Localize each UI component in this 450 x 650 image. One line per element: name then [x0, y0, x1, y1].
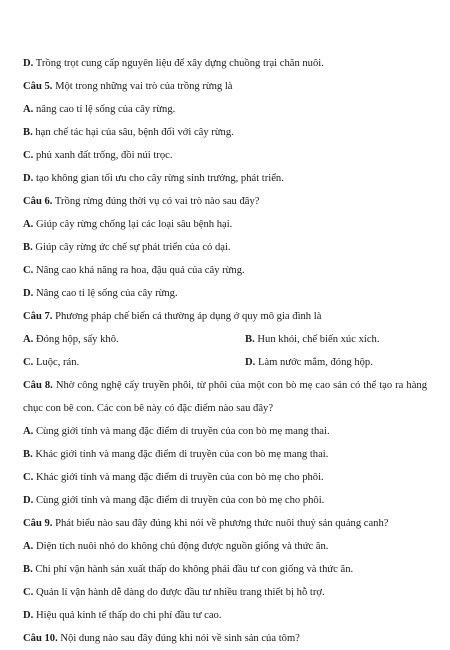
option-text: tạo không gian tối ưu cho cây rừng sinh trưởng, phát triển.	[35, 173, 284, 184]
option-letter: A.	[23, 426, 34, 437]
question-number: Câu 10.	[23, 633, 58, 644]
option-text: Trồng trọt cung cấp nguyên liệu để xây dựng chuồng trại chăn nuôi.	[35, 58, 324, 69]
q9-option-b	[23, 558, 427, 581]
option-letter: D.	[23, 58, 34, 69]
option-letter: C.	[23, 587, 34, 598]
option-text: Khác giới tính và mang đặc điểm di truyền của con bò mẹ mang thai.	[35, 449, 329, 460]
option-letter: B.	[23, 242, 33, 253]
option-letter: C.	[23, 265, 34, 276]
option-text: Giúp cây rừng ức chế sự phát triển của cỏ dại.	[35, 242, 231, 253]
option-text: Luộc, rán.	[35, 357, 80, 368]
q7-option-b	[245, 328, 427, 351]
q5-option-d	[23, 167, 427, 190]
option-letter: B.	[23, 449, 33, 460]
option-text: hạn chế tác hại của sâu, bệnh đối với cây rừng.	[35, 127, 234, 138]
question-text: Nhờ công nghệ cấy truyền phôi, từ phôi của một con bò mẹ cao sản có thể tạo ra hàng chục con bê con. Các con bê này có đặc điểm nào sau đây?	[23, 380, 427, 414]
option-letter: B.	[23, 127, 33, 138]
option-letter: C.	[23, 150, 34, 161]
option-text: phủ xanh đất trống, đồi núi trọc.	[35, 150, 173, 161]
question-text: Phương pháp chế biến cá thường áp dụng ở quy mô gia đình là	[55, 311, 322, 322]
q6-option-c	[23, 259, 427, 282]
question-6	[23, 190, 427, 213]
q6-option-d	[23, 282, 427, 305]
option-letter: D.	[23, 610, 34, 621]
q8-option-c	[23, 466, 427, 489]
option-letter: C.	[23, 472, 34, 483]
q9-option-c	[23, 581, 427, 604]
question-text: Một trong những vai trò của trồng rừng là	[55, 81, 233, 92]
q7-options-row-2	[23, 351, 427, 374]
option-text: Hiệu quả kinh tế thấp do chi phí đầu tư cao.	[35, 610, 222, 621]
question-5	[23, 75, 427, 98]
option-letter: C.	[23, 357, 34, 368]
option-letter: D.	[23, 288, 34, 299]
q8-option-b	[23, 443, 427, 466]
option-letter: B.	[23, 564, 33, 575]
option-text: Quản lí vận hành dễ dàng do được đầu tư nhiều trang thiết bị hỗ trợ.	[35, 587, 325, 598]
q8-option-d	[23, 489, 427, 512]
option-letter: A.	[23, 541, 34, 552]
option-text: Khác giới tính và mang đặc điểm di truyền của con bò mẹ cho phôi.	[35, 472, 324, 483]
question-text: Trồng rừng đúng thời vụ có vai trò nào sau đây?	[54, 196, 260, 207]
option-text: Đóng hộp, sấy khô.	[35, 334, 119, 345]
question-number: Câu 5.	[23, 81, 53, 92]
question-7	[23, 305, 427, 328]
option-letter: D.	[245, 357, 256, 368]
question-number: Câu 6.	[23, 196, 53, 207]
option-letter: A.	[23, 104, 34, 115]
option-text: Giúp cây rừng chống lại các loại sâu bệnh hại.	[35, 219, 233, 230]
q9-option-d	[23, 604, 427, 627]
q7-option-c	[23, 351, 245, 374]
q9-option-a	[23, 535, 427, 558]
option-letter: D.	[23, 173, 34, 184]
option-letter: A.	[23, 334, 34, 345]
question-number: Câu 7.	[23, 311, 53, 322]
option-text: Cùng giới tính và mang đặc điểm di truyền của con bò mẹ mang thai.	[35, 426, 330, 437]
q5-option-a	[23, 98, 427, 121]
option-text: Chi phí vận hành sản xuất thấp do không phải đầu tư con giống và thức ăn.	[35, 564, 354, 575]
option-letter: B.	[245, 334, 255, 345]
q5-option-c	[23, 144, 427, 167]
question-number: Câu 8.	[23, 380, 53, 391]
option-text: Cùng giới tính và mang đặc điểm di truyền của con bò mẹ cho phôi.	[35, 495, 325, 506]
option-d-prev	[23, 52, 427, 75]
question-8	[23, 374, 427, 420]
q5-option-b	[23, 121, 427, 144]
option-text: nâng cao tỉ lệ sống của cây rừng.	[35, 104, 176, 115]
question-10	[23, 627, 427, 650]
question-text: Phát biểu nào sau đây đúng khi nói về phương thức nuôi thuỷ sản quảng canh?	[55, 518, 389, 529]
question-9	[23, 512, 427, 535]
document-page	[23, 52, 427, 650]
q7-option-a	[23, 328, 245, 351]
q8-option-a	[23, 420, 427, 443]
option-text: Làm nước mắm, đóng hộp.	[257, 357, 373, 368]
option-text: Diện tích nuôi nhỏ do không chủ động được nguồn giống và thức ăn.	[35, 541, 329, 552]
q6-option-a	[23, 213, 427, 236]
q6-option-b	[23, 236, 427, 259]
option-text: Nâng cao khả năng ra hoa, đậu quả của cây rừng.	[35, 265, 245, 276]
option-letter: D.	[23, 495, 34, 506]
question-text: Nội dung nào sau đây đúng khi nói về sinh sản của tôm?	[60, 633, 300, 644]
option-text: Hun khói, chế biến xúc xích.	[257, 334, 380, 345]
question-number: Câu 9.	[23, 518, 53, 529]
option-letter: A.	[23, 219, 34, 230]
option-text: Nâng cao tỉ lệ sống của cây rừng.	[35, 288, 178, 299]
q7-options-row-1	[23, 328, 427, 351]
q7-option-d	[245, 351, 427, 374]
